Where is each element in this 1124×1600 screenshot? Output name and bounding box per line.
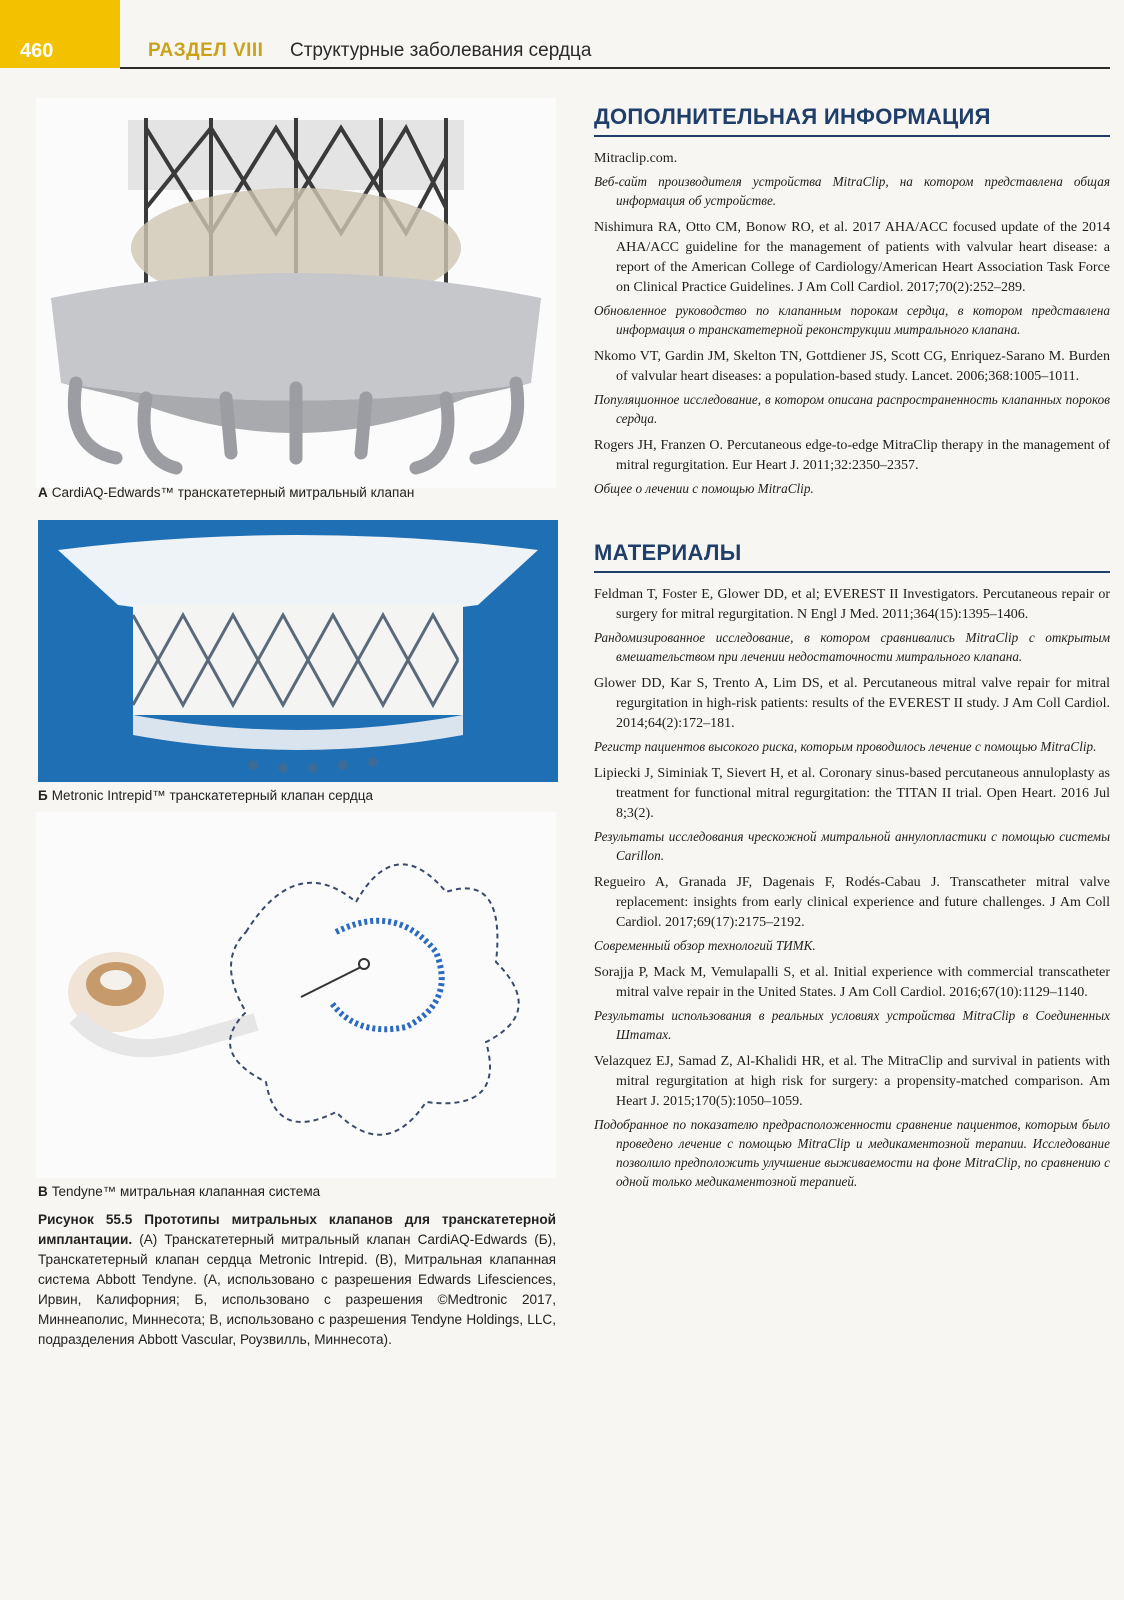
reference-entry: Nishimura RA, Otto CM, Bonow RO, et al. 2017 AHA/ACC focused update of the 2014 AHA/ACC guideline for the management of patients with valvular heart disease: a report of the American College of Cardiology/American Heart Association Task Force on Clinical Practice Guidelines. J Am Coll Cardiol. 2017;70(2):252–289. xyxy=(594,220,1110,295)
reference-entry: Sorajja P, Mack M, Vemulapalli S, et al. Initial experience with commercial transcatheter mitral valve repair in the United States. J Am Coll Cardiol. 2016;67(10):1129–1140. xyxy=(594,965,1110,1000)
additional-info-heading: ДОПОЛНИТЕЛЬНАЯ ИНФОРМАЦИЯ xyxy=(594,104,1110,137)
page-header xyxy=(0,0,1124,74)
figure-description: (А) Транскатетерный митральный клапан CardiAQ-Edwards (Б), Транскатетерный клапан сердца Metronic Intrepid. (В), Митральная клапанная система Abbott Tendyne. (А, использовано с разрешения Edwards Lifesciences, Ирвин, Калифорния; Б, использовано с разрешения ©Medtronic 2017, Миннеаполис, Миннесота; В, использовано с разрешения Tendyne Holdings, LLC, подразделения Abbott Vascular, Роузвилль, Миннесота). xyxy=(38,1232,556,1347)
reference-note: Обновленное руководство по клапанным порокам сердца, в котором представлена информация о транскатетерной реконструкции митрального клапана. xyxy=(594,303,1110,337)
section-title: Структурные заболевания сердца xyxy=(290,40,592,61)
figure-title: Рисунок 55.5 Прототипы митральных клапанов для транскатетерной имплантации. xyxy=(38,1212,556,1247)
reference-note: Регистр пациентов высокого риска, которым проводилось лечение с помощью MitraClip. xyxy=(594,739,1097,754)
panel-caption-text: Metronic Intrepid™ транскатетерный клапан сердца xyxy=(51,788,373,803)
reference-site: Mitraclip.com. xyxy=(594,151,678,166)
panel-caption-text: Tendyne™ митральная клапанная система xyxy=(51,1184,321,1199)
reference-entry: Glower DD, Kar S, Trento A, Lim DS, et al. Percutaneous mitral valve repair for mitral regurgitation in high-risk patients: results of the EVEREST II study. J Am Coll Cardiol. 2014;64(2):172–181. xyxy=(594,676,1110,731)
reference-entry: Rogers JH, Franzen O. Percutaneous edge-to-edge MitraClip therapy in the management of mitral regurgitation. Eur Heart J. 2011;32:2350–2357. xyxy=(594,438,1110,473)
reference-note: Рандомизированное исследование, в котором сравнивались MitraClip с открытым вмешательством при лечении недостаточности митрального клапана. xyxy=(594,630,1110,664)
page-number: 460 xyxy=(20,40,54,62)
reference-note: Результаты исследования чрескожной митральной аннулопластики с помощью системы Carillon. xyxy=(594,829,1110,863)
section-label: РАЗДЕЛ VIII xyxy=(148,40,264,61)
reference-entry: Lipiecki J, Siminiak T, Sievert H, et al. Coronary sinus-based percutaneous annuloplasty as treatment for functional mitral regurgitation: the TITAN II trial. Open Heart. 2016 Jul 8;3(2). xyxy=(594,766,1110,821)
figure-panel-b-image xyxy=(38,520,558,782)
reference-note: Популяционное исследование, в котором описана распространенность клапанных пороков сердца. xyxy=(594,392,1110,426)
panel-letter: А xyxy=(38,485,48,500)
reference-note: Современный обзор технологий ТИМК. xyxy=(594,938,816,953)
panel-letter: Б xyxy=(38,788,48,803)
reference-entry: Regueiro A, Granada JF, Dagenais F, Rodés-Cabau J. Transcatheter mitral valve replacement: insights from early clinical experience and future challenges. J Am Coll Cardiol. 2017;69(17):2175–2192. xyxy=(594,875,1110,930)
page-number-box xyxy=(0,0,120,68)
reference-note: Веб-сайт производителя устройства MitraClip, на котором представлена общая информация об устройстве. xyxy=(594,174,1110,208)
figure-panel-a-image xyxy=(36,98,556,488)
figure-panel-c-caption xyxy=(38,1184,320,1199)
reference-entry: Nkomo VT, Gardin JM, Skelton TN, Gottdiener JS, Scott CG, Enriquez-Sarano M. Burden of valvular heart diseases: a population-based study. Lancet. 2006;368:1005–1011. xyxy=(594,349,1110,384)
reference-note: Результаты использования в реальных условиях устройства MitraClip в Соединенных Штатах. xyxy=(594,1008,1110,1042)
figure-panel-a-caption xyxy=(38,485,414,500)
panel-caption-text: CardiAQ-Edwards™ транскатетерный митральный клапан xyxy=(51,485,415,500)
materials-heading: МАТЕРИАЛЫ xyxy=(594,540,1110,573)
figure-panel-c-image xyxy=(36,812,556,1178)
reference-note: Подобранное по показателю предрасположенности сравнение пациентов, которым было проведено лечение с помощью MitraClip и медикаментозной терапии. Исследование позволило предположить улучшение выживаемости на фоне MitraClip, по сравнению с одной только медикаментозной терапией. xyxy=(594,1117,1110,1189)
section-gap xyxy=(594,506,1110,540)
figure-caption-block xyxy=(38,1210,556,1350)
references-column xyxy=(594,104,1110,1199)
header-rule xyxy=(120,67,1110,69)
figure-panel-b-caption xyxy=(38,788,373,803)
reference-note: Общее о лечении с помощью MitraClip. xyxy=(594,481,814,496)
panel-letter: В xyxy=(38,1184,48,1199)
reference-entry: Velazquez EJ, Samad Z, Al-Khalidi HR, et al. The MitraClip and survival in patients with mitral regurgitation at high risk for surgery: a propensity-matched comparison. Am Heart J. 2015;170(5):1050–1059. xyxy=(594,1054,1110,1109)
reference-entry: Feldman T, Foster E, Glower DD, et al; EVEREST II Investigators. Percutaneous repair or surgery for mitral regurgitation. N Engl J Med. 2011;364(15):1395–1406. xyxy=(594,587,1110,622)
